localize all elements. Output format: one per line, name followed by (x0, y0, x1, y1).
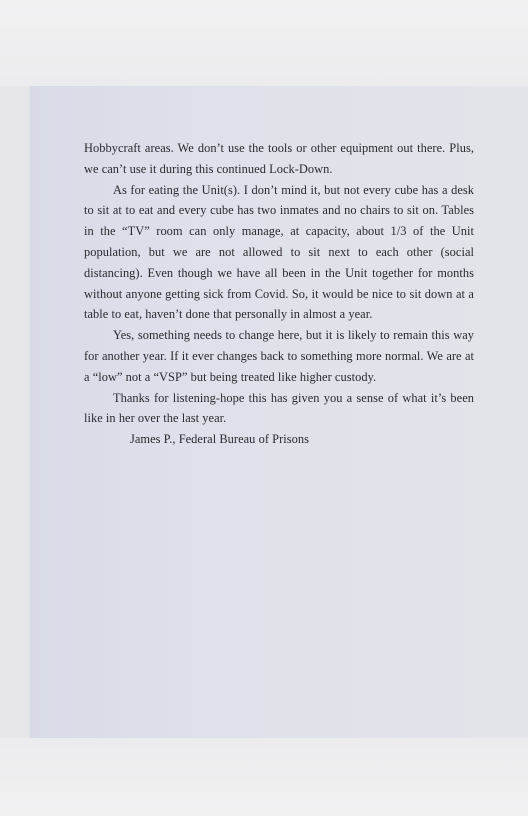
letter-body (84, 138, 474, 450)
page-margin-top (0, 0, 528, 86)
letter-paragraph: Hobbycraft areas. We don’t use the tools or other equipment out there. Plus, we can’t use it during this continued Lock-Down. (84, 141, 474, 176)
letter-paragraph: Yes, something needs to change here, but it is likely to remain this way for another year. If it ever changes back to something more normal. We are at a “low” not a “VSP” but being treated like higher custody. (84, 328, 474, 384)
page-margin-bottom (0, 738, 528, 816)
letter-signature: James P., Federal Bureau of Prisons (130, 432, 309, 447)
letter-paragraph: As for eating the Unit(s). I don’t mind it, but not every cube has a desk to sit at to eat and every cube has two inmates and no chairs to sit on. Tables in the “TV” room can only manage, at capacity, about 1/3 of the Unit population, but we are not allowed to sit next to each other (social distancing). Even though we have all been in the Unit together for months without anyone getting sick from Covid. So, it would be nice to sit down at a table to eat, haven’t done that personally in almost a year. (84, 182, 474, 322)
letter-paragraph: Thanks for listening-hope this has given you a sense of what it’s been like in her over the last year. (84, 390, 474, 426)
